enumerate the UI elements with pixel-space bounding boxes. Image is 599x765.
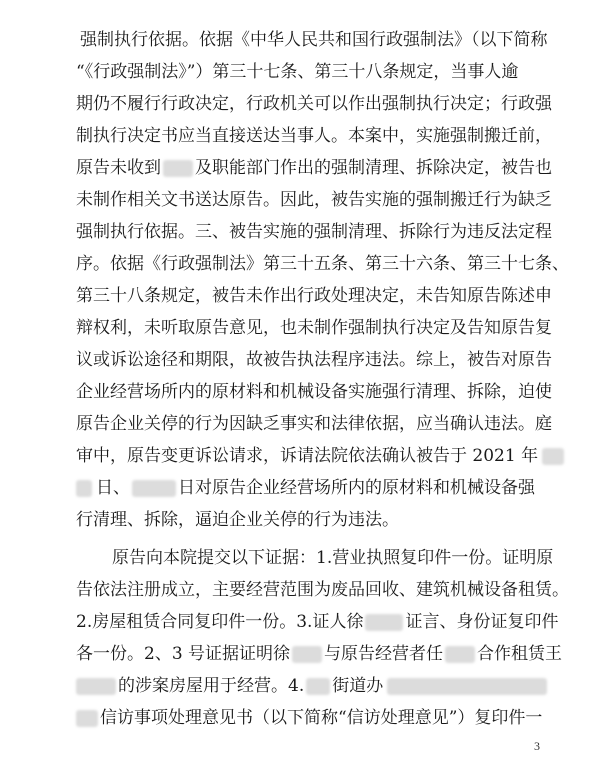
text-line bbox=[0, 153, 599, 183]
text: 第三十八条规定，被告未作出行政处理决定，未告知原告陈述申 bbox=[76, 286, 552, 306]
text: 原告未收到 bbox=[76, 158, 161, 178]
text-line bbox=[0, 639, 599, 669]
text: 日、 bbox=[96, 478, 130, 498]
text-line bbox=[0, 703, 599, 733]
text-line bbox=[0, 543, 599, 573]
redaction-mark bbox=[292, 646, 322, 663]
text: 行清理、拆除，逼迫企业关停的行为违法。 bbox=[76, 510, 399, 530]
redaction-mark bbox=[445, 646, 475, 663]
text-line bbox=[0, 185, 599, 215]
text: 合作租赁王 bbox=[477, 644, 563, 664]
text-line bbox=[0, 345, 599, 375]
text: 及职能部门作出的强制清理、拆除决定，被告也 bbox=[195, 158, 552, 178]
text: 审中，原告变更诉讼请求，诉请法院依法确认被告于 2021 年 bbox=[76, 446, 539, 466]
text-line bbox=[0, 671, 599, 701]
text: 与原告经营者任 bbox=[324, 644, 444, 664]
text-line bbox=[0, 121, 599, 151]
text-line bbox=[0, 281, 599, 311]
text-line bbox=[0, 313, 599, 343]
text-line bbox=[0, 377, 599, 407]
text: 未制作相关文书送达原告。因此，被告实施的强制搬迁行为缺乏 bbox=[76, 190, 552, 210]
redaction-mark bbox=[132, 480, 176, 497]
text-line bbox=[0, 89, 599, 119]
text: 强制执行依据。三、被告实施的强制清理、拆除行为违反法定程 bbox=[76, 222, 552, 242]
text: 辩权利，未听取原告意见，也未制作强制执行决定及告知原告复 bbox=[76, 318, 552, 338]
text-line bbox=[0, 473, 599, 503]
redaction-mark bbox=[387, 678, 547, 695]
text: 原告向本院提交以下证据：1.营业执照复印件一份。证明原 bbox=[112, 548, 554, 568]
text-line bbox=[0, 575, 599, 605]
redaction-mark bbox=[306, 678, 330, 695]
text: 议或诉讼途径和期限，故被告执法程序违法。综上，被告对原告 bbox=[76, 350, 552, 370]
text: 街道办 bbox=[332, 676, 384, 696]
page-number: 3 bbox=[534, 739, 540, 753]
redaction-mark bbox=[542, 448, 564, 465]
text-line bbox=[0, 57, 599, 87]
redaction-mark bbox=[76, 480, 92, 497]
text: 信访事项处理意见书（以下简称“信访处理意见”）复印件一 bbox=[100, 708, 543, 728]
text: 企业经营场所内的原材料和机械设备实施强行清理、拆除，迫使 bbox=[76, 382, 552, 402]
text-line bbox=[0, 441, 599, 471]
text: 的涉案房屋用于经营。4. bbox=[118, 676, 305, 696]
text: 制执行决定书应当直接送达当事人。本案中，实施强制搬迁前， bbox=[76, 126, 552, 146]
text: 原告企业关停的行为因缺乏事实和法律依据，应当确认违法。庭 bbox=[76, 414, 552, 434]
text: 强制执行依据。依据《中华人民共和国行政强制法》（以下简称 bbox=[80, 30, 548, 50]
text-line bbox=[0, 505, 599, 535]
text-line bbox=[0, 25, 599, 55]
text: 日对原告企业经营场所内的原材料和机械设备强 bbox=[178, 478, 535, 498]
text-line bbox=[0, 409, 599, 439]
text: 证言、身份证复印件 bbox=[405, 612, 559, 632]
text-line bbox=[0, 217, 599, 247]
text: “《行政强制法》”）第三十七条、第三十八条规定，当事人逾 bbox=[76, 62, 519, 82]
text: 序。依据《行政强制法》第三十五条、第三十六条、第三十七条、 bbox=[76, 254, 569, 274]
text-line bbox=[0, 607, 599, 637]
text: 期仍不履行行政决定，行政机关可以作出强制执行决定；行政强 bbox=[76, 94, 552, 114]
text: 告依法注册成立，主要经营范围为废品回收、建筑机械设备租赁。 bbox=[76, 580, 569, 600]
redaction-mark bbox=[163, 160, 193, 177]
redaction-mark bbox=[76, 710, 98, 727]
text: 各一份。2、3 号证据证明徐 bbox=[76, 644, 291, 664]
redaction-mark bbox=[365, 614, 403, 631]
text-line bbox=[0, 249, 599, 279]
text: 2.房屋租赁合同复印件一份。3.证人徐 bbox=[76, 612, 364, 632]
redaction-mark bbox=[76, 678, 116, 695]
